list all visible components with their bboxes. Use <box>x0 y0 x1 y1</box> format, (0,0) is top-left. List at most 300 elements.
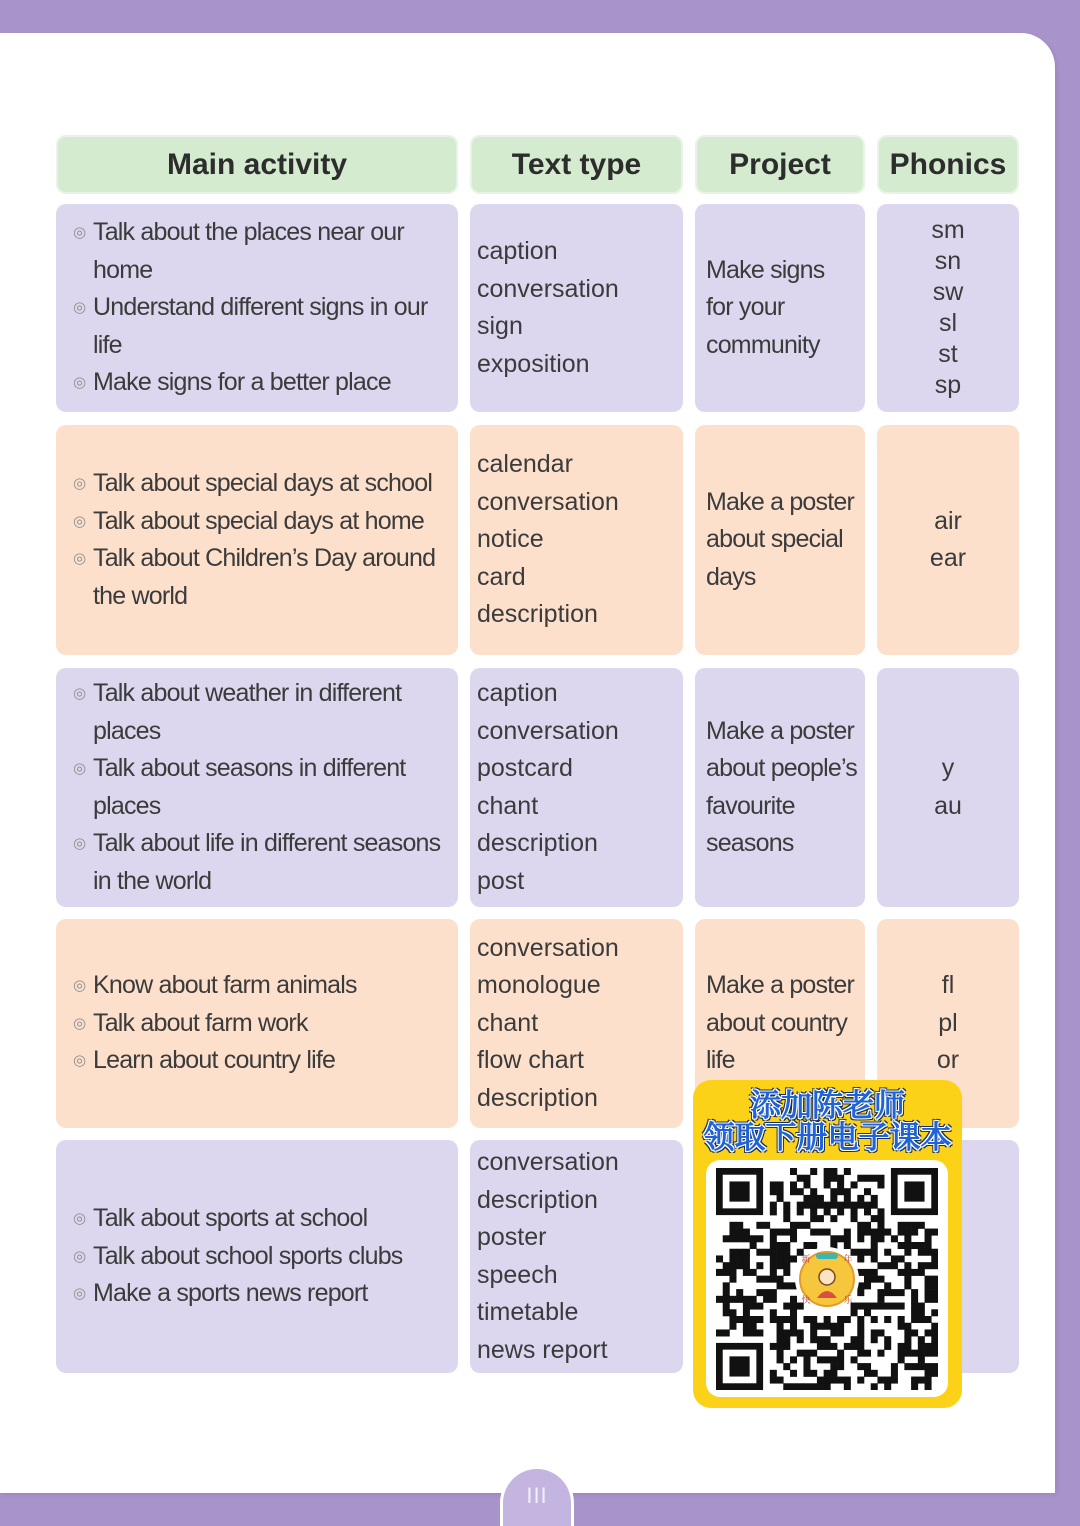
qr-module <box>851 1215 858 1222</box>
qr-module <box>777 1249 784 1256</box>
qr-module <box>857 1289 864 1296</box>
qr-module <box>736 1229 743 1236</box>
text-type-item: post <box>477 866 525 895</box>
qr-module <box>729 1296 736 1303</box>
main-activity-cell <box>56 204 458 412</box>
qr-module <box>837 1316 844 1323</box>
qr-module <box>871 1276 878 1283</box>
qr-module <box>736 1222 743 1229</box>
qr-module <box>877 1262 884 1269</box>
qr-module <box>931 1329 938 1336</box>
phonics-item: sl <box>938 309 958 337</box>
phonics-item: sw <box>932 278 964 306</box>
qr-logo-char: 新 <box>801 1254 811 1264</box>
qr-module <box>723 1235 730 1242</box>
qr-module <box>743 1249 750 1256</box>
qr-module <box>824 1175 831 1182</box>
qr-module <box>925 1249 932 1256</box>
qr-module <box>857 1229 864 1236</box>
qr-module <box>864 1208 871 1215</box>
qr-module <box>790 1323 797 1330</box>
qr-module <box>830 1195 837 1202</box>
project-line: days <box>706 562 756 591</box>
qr-module <box>783 1363 790 1370</box>
qr-module <box>904 1269 911 1276</box>
text-type-item: chant <box>477 1008 539 1037</box>
qr-module <box>911 1316 918 1323</box>
qr-module <box>803 1195 810 1202</box>
qr-module <box>729 1222 736 1229</box>
qr-module <box>797 1383 804 1390</box>
qr-module <box>777 1377 784 1384</box>
text-type-list <box>470 446 683 634</box>
text-type-item: description <box>477 1185 598 1214</box>
qr-module <box>891 1370 898 1377</box>
qr-module <box>824 1181 831 1188</box>
qr-module <box>770 1242 777 1249</box>
qr-module <box>931 1309 938 1316</box>
qr-module <box>898 1343 905 1350</box>
text-type-cell <box>470 204 683 412</box>
activity-text: Talk about the places near our home <box>93 218 404 284</box>
qr-module <box>830 1329 837 1336</box>
bullet-icon: ◎ <box>73 298 87 317</box>
qr-module <box>797 1175 804 1182</box>
header-label: Project <box>729 147 831 181</box>
activity-item <box>73 1005 453 1043</box>
qr-module <box>871 1370 878 1377</box>
qr-module <box>844 1343 851 1350</box>
qr-module <box>723 1269 730 1276</box>
qr-module <box>824 1356 831 1363</box>
qr-module <box>770 1208 777 1215</box>
qr-module <box>851 1336 858 1343</box>
qr-module <box>790 1181 797 1188</box>
qr-module <box>931 1249 938 1256</box>
qr-module <box>770 1276 777 1283</box>
qr-module <box>877 1377 884 1384</box>
qr-module <box>898 1323 905 1330</box>
qr-module <box>770 1309 777 1316</box>
activity-text: Talk about special days at school <box>93 469 433 497</box>
qr-module <box>844 1383 851 1390</box>
qr-module <box>851 1356 858 1363</box>
qr-module <box>729 1309 736 1316</box>
qr-module <box>810 1316 817 1323</box>
qr-module <box>904 1350 911 1357</box>
qr-module <box>918 1356 925 1363</box>
qr-module <box>803 1175 810 1182</box>
qr-module <box>898 1289 905 1296</box>
qr-module <box>756 1303 763 1310</box>
qr-module <box>824 1229 831 1236</box>
qr-module <box>925 1316 932 1323</box>
qr-module <box>790 1383 797 1390</box>
qr-module <box>877 1329 884 1336</box>
project-line: Make a poster <box>706 971 855 1000</box>
qr-module <box>783 1336 790 1343</box>
qr-module <box>837 1181 844 1188</box>
phonics-item: fl <box>941 971 955 1000</box>
qr-module <box>925 1262 932 1269</box>
project-line: favourite <box>706 791 795 820</box>
phonics-list <box>877 750 1019 825</box>
qr-module <box>931 1336 938 1343</box>
qr-module <box>871 1255 878 1262</box>
qr-module <box>797 1222 804 1229</box>
qr-module <box>925 1329 932 1336</box>
qr-module <box>777 1350 784 1357</box>
qr-module <box>783 1215 790 1222</box>
qr-module <box>729 1235 736 1242</box>
qr-module <box>857 1249 864 1256</box>
qr-module <box>777 1316 784 1323</box>
qr-module <box>750 1296 757 1303</box>
activity-item <box>73 1275 453 1313</box>
text-type-item: conversation <box>477 487 619 516</box>
qr-module <box>736 1235 743 1242</box>
qr-module <box>777 1181 784 1188</box>
qr-module <box>898 1269 905 1276</box>
qr-module <box>857 1377 864 1384</box>
qr-module <box>898 1255 905 1262</box>
qr-module <box>864 1222 871 1229</box>
qr-module <box>803 1242 810 1249</box>
qr-module <box>736 1296 743 1303</box>
qr-module <box>857 1350 864 1357</box>
qr-module <box>743 1303 750 1310</box>
qr-module <box>797 1350 804 1357</box>
qr-module <box>904 1343 911 1350</box>
qr-module <box>925 1296 932 1303</box>
qr-module <box>770 1269 777 1276</box>
main-activity-cell <box>56 425 458 655</box>
qr-module <box>898 1356 905 1363</box>
qr-module <box>884 1303 891 1310</box>
qr-module <box>877 1303 884 1310</box>
qr-module <box>857 1323 864 1330</box>
phonics-item: st <box>938 340 958 368</box>
qr-module <box>729 1323 736 1330</box>
qr-module <box>837 1356 844 1363</box>
text-type-item: poster <box>477 1223 547 1251</box>
project-cell <box>695 668 865 907</box>
qr-module <box>810 1383 817 1390</box>
qr-logo-label <box>816 1253 838 1259</box>
qr-module <box>877 1276 884 1283</box>
qr-module <box>750 1316 757 1323</box>
qr-module <box>830 1175 837 1182</box>
promo-subtitle: 领取下册电子课本 <box>703 1120 952 1156</box>
qr-module <box>777 1255 784 1262</box>
qr-module <box>817 1356 824 1363</box>
qr-module <box>783 1329 790 1336</box>
qr-module <box>723 1329 730 1336</box>
qr-module <box>925 1235 932 1242</box>
qr-module <box>770 1202 777 1209</box>
qr-module <box>837 1350 844 1357</box>
qr-module <box>824 1383 831 1390</box>
bullet-icon: ◎ <box>73 474 87 492</box>
qr-module <box>844 1242 851 1249</box>
qr-module <box>790 1309 797 1316</box>
qr-module <box>891 1377 898 1384</box>
qr-module <box>750 1303 757 1310</box>
qr-module <box>803 1181 810 1188</box>
qr-module <box>837 1363 844 1370</box>
qr-module <box>911 1363 918 1370</box>
qr-module <box>723 1309 730 1316</box>
qr-module <box>911 1329 918 1336</box>
qr-module <box>925 1383 932 1390</box>
qr-module <box>931 1370 938 1377</box>
qr-module <box>756 1262 763 1269</box>
qr-module <box>864 1303 871 1310</box>
text-type-item: notice <box>477 525 544 554</box>
qr-module <box>777 1195 784 1202</box>
project-line: Make a poster <box>706 716 855 745</box>
qr-module <box>790 1356 797 1363</box>
bullet-icon: ◎ <box>73 684 87 702</box>
qr-module <box>783 1229 790 1236</box>
qr-module <box>770 1181 777 1188</box>
bullet-icon: ◎ <box>73 834 87 852</box>
qr-module <box>756 1316 763 1323</box>
qr-module <box>871 1303 878 1310</box>
qr-module <box>810 1168 817 1175</box>
activity-text: Talk about school sports clubs <box>93 1241 403 1270</box>
project-text <box>695 713 865 863</box>
qr-module <box>864 1229 871 1236</box>
qr-module <box>729 1276 736 1283</box>
activity-text: Talk about life in different seasons in the world <box>93 829 441 895</box>
project-cell <box>695 204 865 412</box>
qr-module <box>743 1235 750 1242</box>
qr-module <box>871 1195 878 1202</box>
qr-module <box>891 1262 898 1269</box>
qr-module <box>857 1363 864 1370</box>
qr-module <box>770 1262 777 1269</box>
qr-module <box>824 1343 831 1350</box>
header-project <box>695 135 865 194</box>
qr-panel <box>706 1160 948 1397</box>
qr-module <box>904 1282 911 1289</box>
qr-module <box>884 1229 891 1236</box>
qr-logo-char: 快 <box>801 1295 811 1305</box>
activity-item <box>73 465 453 503</box>
qr-module <box>783 1202 790 1209</box>
phonics-cell <box>877 425 1019 655</box>
qr-module <box>770 1370 777 1377</box>
qr-module <box>790 1296 797 1303</box>
qr-module <box>810 1202 817 1209</box>
text-type-item: chant <box>477 791 539 820</box>
qr-module <box>857 1329 864 1336</box>
activity-text: Talk about weather in different places <box>93 679 402 745</box>
qr-module <box>844 1202 851 1209</box>
text-type-item: timetable <box>477 1298 579 1326</box>
qr-module <box>837 1208 844 1215</box>
qr-module <box>931 1282 938 1289</box>
qr-module <box>763 1276 770 1283</box>
qr-module <box>891 1363 898 1370</box>
activity-list <box>56 465 458 615</box>
qr-module <box>770 1249 777 1256</box>
qr-module <box>817 1383 824 1390</box>
qr-module <box>884 1383 891 1390</box>
qr-module <box>911 1296 918 1303</box>
qr-module <box>736 1255 743 1262</box>
qr-module <box>898 1350 905 1357</box>
qr-module <box>777 1262 784 1269</box>
qr-module <box>743 1309 750 1316</box>
qr-module <box>884 1343 891 1350</box>
qr-module <box>824 1370 831 1377</box>
qr-module <box>783 1242 790 1249</box>
qr-module <box>810 1215 817 1222</box>
qr-module <box>857 1202 864 1209</box>
qr-module <box>898 1222 905 1229</box>
qr-module <box>871 1316 878 1323</box>
qr-module <box>884 1316 891 1323</box>
qr-module <box>911 1309 918 1316</box>
qr-module <box>918 1222 925 1229</box>
qr-module <box>736 1262 743 1269</box>
bullet-icon: ◎ <box>73 759 87 777</box>
text-type-item: postcard <box>477 754 573 782</box>
phonics-item: sm <box>931 216 965 244</box>
qr-module <box>790 1229 797 1236</box>
qr-module <box>790 1235 797 1242</box>
qr-module <box>716 1255 723 1262</box>
qr-module <box>911 1222 918 1229</box>
qr-module <box>911 1289 918 1296</box>
qr-module <box>716 1329 723 1336</box>
qr-module <box>837 1377 844 1384</box>
qr-module <box>911 1303 918 1310</box>
phonics-list <box>877 215 1019 401</box>
qr-module <box>723 1303 730 1310</box>
phonics-item: or <box>936 1046 960 1075</box>
phonics-list <box>877 503 1019 578</box>
qr-module <box>864 1269 871 1276</box>
text-type-cell <box>470 668 683 907</box>
header-label: Main activity <box>166 147 348 181</box>
text-type-cell <box>470 919 683 1128</box>
qr-module <box>824 1316 831 1323</box>
qr-module <box>777 1329 784 1336</box>
qr-module <box>911 1383 918 1390</box>
header-phonics <box>877 135 1019 194</box>
qr-module <box>864 1350 871 1357</box>
qr-module <box>777 1282 784 1289</box>
bullet-icon: ◎ <box>73 373 87 392</box>
qr-module <box>756 1249 763 1256</box>
header-label: Phonics <box>889 147 1007 181</box>
qr-module <box>783 1383 790 1390</box>
qr-logo-char: 乐 <box>843 1295 853 1305</box>
qr-module <box>777 1242 784 1249</box>
qr-module <box>824 1208 831 1215</box>
phonics-cell <box>877 668 1019 907</box>
qr-module <box>864 1370 871 1377</box>
qr-module <box>898 1229 905 1236</box>
qr-module <box>931 1343 938 1350</box>
project-line: life <box>706 1046 735 1075</box>
text-type-cell <box>470 1140 683 1373</box>
qr-module <box>817 1202 824 1209</box>
header-text-type <box>470 135 683 194</box>
qr-module <box>790 1255 797 1262</box>
qr-module <box>877 1215 884 1222</box>
qr-module <box>810 1242 817 1249</box>
activity-text: Learn about country life <box>93 1046 336 1075</box>
bullet-icon: ◎ <box>73 1246 87 1265</box>
text-type-item: conversation <box>477 274 619 303</box>
qr-code <box>716 1168 938 1390</box>
project-text <box>695 967 865 1080</box>
qr-module <box>925 1377 932 1384</box>
qr-module <box>864 1175 871 1182</box>
qr-module <box>904 1229 911 1236</box>
qr-module <box>817 1323 824 1330</box>
qr-module <box>837 1323 844 1330</box>
activity-text: Talk about sports at school <box>93 1204 368 1233</box>
qr-module <box>884 1249 891 1256</box>
qr-module <box>857 1235 864 1242</box>
qr-module <box>844 1377 851 1384</box>
qr-module <box>837 1202 844 1209</box>
qr-module <box>864 1188 871 1195</box>
qr-module <box>931 1296 938 1303</box>
qr-module <box>830 1356 837 1363</box>
project-line: for your <box>706 293 785 322</box>
qr-module <box>844 1195 851 1202</box>
qr-module <box>777 1336 784 1343</box>
qr-module <box>756 1222 763 1229</box>
qr-module <box>750 1235 757 1242</box>
qr-module <box>877 1175 884 1182</box>
qr-module <box>871 1336 878 1343</box>
qr-module <box>904 1363 911 1370</box>
qr-module <box>884 1377 891 1384</box>
activity-list <box>56 675 458 900</box>
activity-item <box>73 1200 453 1238</box>
text-type-cell <box>470 425 683 655</box>
qr-module <box>729 1316 736 1323</box>
qr-module <box>790 1329 797 1336</box>
bullet-icon: ◎ <box>73 976 87 995</box>
activity-list <box>56 214 458 402</box>
text-type-item: exposition <box>477 349 590 378</box>
qr-module <box>837 1329 844 1336</box>
qr-module <box>925 1343 932 1350</box>
qr-module <box>824 1168 831 1175</box>
activity-text: Talk about farm work <box>93 1008 308 1037</box>
qr-finder-core <box>729 1181 749 1201</box>
activity-text: Know about farm animals <box>93 971 357 1000</box>
qr-module <box>904 1262 911 1269</box>
qr-module <box>898 1303 905 1310</box>
qr-module <box>918 1303 925 1310</box>
qr-module <box>931 1350 938 1357</box>
qr-module <box>884 1336 891 1343</box>
qr-module <box>770 1255 777 1262</box>
activity-item <box>73 1042 453 1080</box>
qr-module <box>857 1343 864 1350</box>
qr-module <box>877 1350 884 1357</box>
qr-module <box>810 1229 817 1236</box>
